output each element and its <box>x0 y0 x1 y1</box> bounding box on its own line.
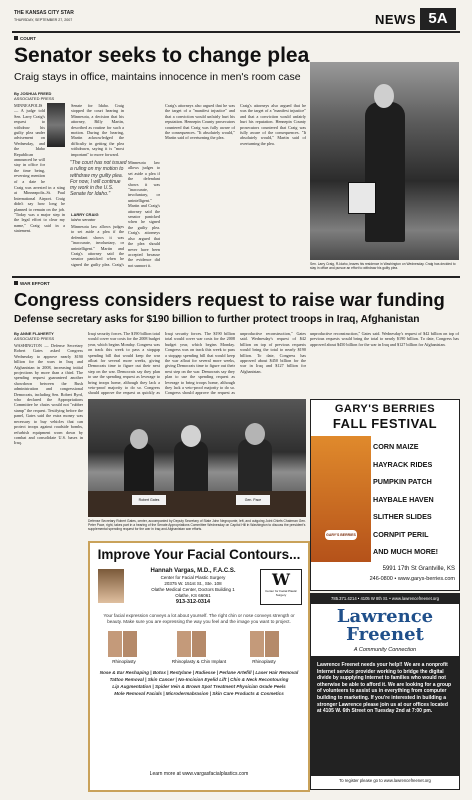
address-line3: Olathe, KS 66061 <box>175 593 211 598</box>
label-rhinoplasty-2: Rhinoplasty <box>252 659 276 664</box>
freenet-name1: Lawrence <box>336 606 434 627</box>
festival-ad[interactable] <box>310 399 460 591</box>
person-right-head <box>245 423 265 445</box>
hearing-photo <box>88 399 306 517</box>
services-line: Nose & Ear Reshaping | Botox | Restylane | Radiesse | Perlane Artefill | Laser Hair Removal <box>99 670 299 675</box>
story1-byline: By JOSHUA FREED <box>14 91 52 96</box>
section-tag-top <box>14 36 36 41</box>
story1-photo-caption: Sen. Larry Craig, R-Idaho, leaves his residence in Washington on Wednesday. Craig has decided to stay in office and pursue an effort to withdraw his guilty plea. <box>310 262 456 270</box>
story2-col3: Iraqi security forces. The $190 billion total would cover war costs for the 2008 budget year, which begins Monday. Congress was on track this week to pass a stopgap spending bill that would keep the war afloat for several more weeks, giving Democrats time to figure out their next step on the war. Democrats say they plan to use the spending request as leverage to bring troops home, although they lack a veto-proof majority to do so. Congress should approve the request as <box>165 331 235 395</box>
story1-headline: Senator seeks to change plea <box>14 44 310 67</box>
festival-item: PUMPKIN PATCH <box>373 477 432 486</box>
festival-address: 5991 17th St Grantville, KS <box>382 566 455 572</box>
story1-body-d: Craig's attorneys also argued that he was the target of a "manifest injustice" and that a conviction would unfairly hurt his reputation. Hennepin County prosecutors countered that Craig was fully aware of the consequences. "It absolutely would," Martin said of overturning the plea. <box>165 103 235 141</box>
story2-subhead: Defense secretary asks for $190 billion to further protect troops in Iraq, Afghanistan <box>14 314 420 325</box>
story2-headline: Congress considers request to raise war funding <box>14 289 445 310</box>
facial-logo-letter: W <box>272 570 290 589</box>
story2-col1: WASHINGTON — Defense Secretary Robert Gates asked Congress Wednesday to approve nearly $190 billion for the wars in Iraq and Afghanistan in 2008, increasing initial projections by more than a third. The spending request guaranteed another showdown between the Bush administration and congressional Democrats, including Sen. Robert Byrd, who declared the Appropriations Committee he chairs would not "rubber stamp" the request. Testifying before the panel, Gates said the extra money was necessary to buy vehicles that can protect troops against roadside bombs, refurbish equipment worn down by combat and consolidate U.S. bases in Iraq. <box>14 343 83 446</box>
name-placard-right: Gen. Pace <box>236 495 270 505</box>
section-name: NEWS <box>375 12 416 27</box>
story2-byline: By ANNE FLAHERTY <box>14 331 54 336</box>
before-after-photo <box>177 631 191 657</box>
facial-services <box>96 669 302 697</box>
festival-line1: GARY'S BERRIES <box>334 403 436 415</box>
festival-logo: GARY'S BERRIES <box>325 530 357 540</box>
facial-headline: Improve Your Facial Contours... <box>97 547 301 562</box>
facial-tagline: Your facial expression conveys a lot about yourself. The right chin or nose conveys strength or beauty. Make sure you are expressing the way you feel and the image you want to project. <box>103 613 295 624</box>
story1-lead: MINNEAPOLIS — A judge told Sen. Larry Craig's request to withdraw his guilty plea under advisement on Wednesday, and the Idaho Republican announced he will stay in office for the time being, reversing mention of a date he <box>14 103 45 183</box>
craig-headshot-photo <box>47 103 65 147</box>
story2-col5: unproductive reconstruction," Gates said. Wednesday's request of $42 billion on top of previous requests would bring the total to nearly $190 billion. To date, Congress has approved about $450 billion for the war in Iraq and $127 billion for Afghanistan. <box>310 331 459 347</box>
freenet-body: Lawrence Freenet needs your help!! We are a nonprofit Internet service provider working to bridge the digital divide by supplying Internet to families who would not otherwise be able to afford it. We are looking for a group of volunteers to assist us in everything from computer building to marketing. If you're interested in building a stronger Lawrence please join us at our offices located at 4105 W. 6th Street on Tuesday 2nd at 7:00 pm. <box>317 662 452 715</box>
address-line1: 20375 W. 151st St., Ste. 108 <box>164 581 222 586</box>
freenet-tagline: A Community Connection <box>353 647 417 653</box>
label-rhinoplasty: Rhinoplasty <box>112 659 136 664</box>
before-after-photo <box>108 631 122 657</box>
before-after-photo <box>265 631 279 657</box>
figure-head <box>374 84 394 108</box>
person-center <box>174 441 208 493</box>
festival-item: SLITHER SLIDES <box>373 512 432 521</box>
address-line2: Olathe Medical Center, Doctors Building 1 <box>151 587 235 592</box>
before-after-photo <box>192 631 206 657</box>
festival-item: HAYRACK RIDES <box>373 459 433 469</box>
doctor-name: Hannah Vargas, M.D., F.A.C.S. <box>150 568 236 574</box>
freenet-ad[interactable] <box>310 593 460 790</box>
masthead-rule <box>12 31 460 33</box>
festival-item: HAYBALE HAVEN <box>373 494 434 504</box>
story2-col4: unproductive reconstruction," Gates said. Wednesday's request of $42 billion on top of previous requests would bring the total to nearly $190 billion. To date, Congress has approved about $450 billion for the war in Iraq and $127 billion for Afghanistan. <box>240 331 306 374</box>
pull-quote-name: LARRY CRAIG <box>71 212 99 217</box>
facial-ad[interactable] <box>88 541 310 792</box>
festival-item: CORNPIT PERIL <box>373 529 429 539</box>
facial-logo <box>260 569 302 605</box>
freenet-footer[interactable]: To register please go to www.lawrencefreenet.org <box>339 778 431 783</box>
facial-footer[interactable]: Learn more at www.vargasfacialplastics.com <box>149 771 249 777</box>
story1-body-c-cont: Minnesota law allows judges to set aside a plea if the defendant shows it was "inaccurate, involuntary, or unintelligent." Martin and Craig's attorney said the senator panicked when he signed the guilty plea. Craig's <box>71 224 124 267</box>
person-right <box>238 439 272 493</box>
story1-body-e: Craig's attorneys also argued that he was the target of a "manifest injustice" and that a conviction would unfairly hurt his reputation. Hennepin County prosecutors countered that Craig was fully aware of the consequences. "It absolutely would," Martin said of overturning the plea. <box>240 103 306 146</box>
festival-item: CORN MAIZE <box>373 442 419 451</box>
pull-quote: "The court has not issued a ruling on my motion to withdraw my guilty plea. For now, I will continue my work in the U.S. Senate for Idaho." <box>70 160 127 198</box>
before-after-photo <box>123 631 137 657</box>
figure-silhouette <box>365 102 405 242</box>
section-tag-top-label: COURT <box>20 36 36 41</box>
freenet-name2: Freenet <box>346 624 424 645</box>
craig-walking-photo <box>310 62 459 260</box>
festival-item: AND MUCH MORE! <box>373 547 439 556</box>
tag-square-icon <box>14 36 18 40</box>
person-left-head <box>130 429 148 449</box>
story2-photo-caption: Defense Secretary Robert Gates, center, accompanied by Deputy Secretary of State John Negroponte, left, and outgoing Joint Chiefs Chairman Gen. Peter Pace, right, takes part in a hearing of the Senate Appropriations Committee Wednesday on Capitol Hill in Washington to discuss the president's supplemental spending request for the war in Iraq and Afghanistan war efforts. <box>88 519 306 532</box>
page-number: 5A <box>420 8 456 30</box>
festival-contact[interactable]: 246-0800 • www.garys-berries.com <box>369 576 455 582</box>
freenet-body-panel <box>311 656 459 776</box>
facial-logo-text: Center for Facial Plastic Surgery <box>265 589 297 597</box>
freenet-contact-bar[interactable]: 785.371.4214 • 4105 W 8th St. • www.lawrencefreenet.org <box>311 594 459 604</box>
pull-quote-title: Idaho senator <box>71 217 96 222</box>
practice-name: Center for Facial Plastic Surgery <box>160 575 226 580</box>
doctor-photo <box>98 569 124 603</box>
section-tag-bottom <box>14 281 50 286</box>
story1-subhead: Craig stays in office, maintains innocence in men's room case <box>14 71 301 83</box>
label-rhinoplasty-chin: Rhinoplasty & Chin Implant <box>171 659 227 664</box>
person-left <box>124 443 154 491</box>
dateline: THURSDAY, SEPTEMBER 27, 2007 <box>14 18 73 22</box>
person-center-head <box>181 425 201 447</box>
festival-line2: FALL FESTIVAL <box>332 416 438 431</box>
services-line: Tattoo Removal | Skin Cancer | No-Incision Eyelid Lift | Chin & Neck Recontouring <box>109 677 289 682</box>
festival-scarecrow-art <box>311 436 371 562</box>
name-placard-left: Robert Gates <box>132 495 166 505</box>
before-after-photo <box>250 631 264 657</box>
story1-body-c: Minnesota law allows judges to set aside a plea if the defendant shows it was "inaccurate, involuntary, or unintelligent." Martin and Craig's attorney said the senator panicked when he signed the guilty plea. Craig's attorneys also argued that the plea should never have been accepted because the evidence did not support it. <box>128 160 160 267</box>
festival-items <box>373 438 457 561</box>
story2-col2: Iraqi security forces. The $190 billion total would cover war costs for the 2008 budget year, which begins Monday. Congress was on track this week to pass a stopgap spending bill that would keep the war afloat for several more weeks, giving Democrats time to figure out their next step on the war. Democrats say they plan to use the spending request as leverage to bring troops home, although they lack a veto-proof majority to do so. Congress should approve the request as quickly as <box>88 331 160 395</box>
bag-shape <box>348 182 376 214</box>
section-divider <box>12 276 460 278</box>
story1-body-b: Senate for Idaho. Craig stopped the court hearing in Minnesota, a decision that his attorney, Billy Martin, described as routine for such a motion. During the hearing, Martin acknowledged the difficulty in getting the plea withdrawn, saying it is "most important" to move forward. <box>71 103 124 157</box>
facial-phone[interactable]: 913-312-0314 <box>175 599 211 605</box>
story2-agency: ASSOCIATED PRESS <box>14 336 55 341</box>
services-line: Mole Removal Facials | Microdermabrasion | Skin Care Products & Cosmetics <box>114 691 284 696</box>
paper-name: THE KANSAS CITY STAR <box>14 10 74 16</box>
section-tag-bottom-label: WAR EFFORT <box>20 281 50 286</box>
story1-agency: ASSOCIATED PRESS <box>14 96 55 101</box>
facial-contact-block <box>130 567 256 606</box>
story1-body-a: Craig was arrested in a sting at Minneapolis–St. Paul International Airport. Craig didn't say how long he planned to remain on the job. "Today was a major step in the legal effort to clear my name," Craig said in a statement. <box>14 185 65 234</box>
services-line: Lip Augmentation | Spider Vein & Brown Spot Treatment Physician Grade Peels <box>112 684 286 689</box>
tag-square-icon <box>14 281 18 285</box>
hearing-table <box>88 491 306 517</box>
